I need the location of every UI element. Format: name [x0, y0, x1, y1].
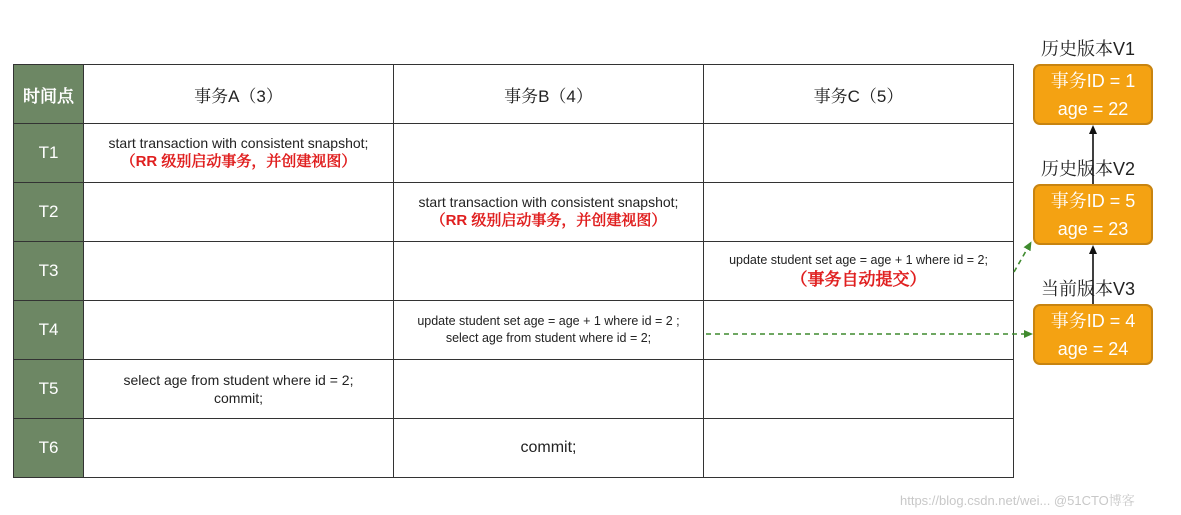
version-box-v2: [1033, 184, 1153, 245]
version-label-v3: 当前版本V3: [1041, 279, 1136, 299]
version-age: age = 23: [1057, 218, 1129, 239]
version-box-v1: [1033, 64, 1153, 125]
tx-b-header: 事务B（4）: [394, 65, 704, 124]
version-age: age = 22: [1057, 98, 1129, 119]
time-cell: T1: [14, 124, 84, 183]
sql-statement: start transaction with consistent snapshot;: [108, 135, 369, 151]
sql-statement: select age from student where id = 2;: [123, 372, 354, 388]
version-label-v2: 历史版本V2: [1041, 159, 1136, 179]
watermark: https://blog.csdn.net/wei... @51CTO博客: [900, 493, 1135, 508]
annotation-note: （RR 级别启动事务，并创建视图）: [430, 212, 667, 229]
time-cell: T2: [14, 183, 84, 242]
time-column-header: 时间点: [14, 65, 84, 124]
annotation-note: （事务自动提交）: [790, 269, 927, 289]
tx-a-header: 事务A（3）: [84, 65, 394, 124]
version-box-v3: [1033, 304, 1153, 365]
version-tx-id: 事务ID = 1: [1050, 70, 1136, 91]
sql-statement: commit;: [520, 439, 577, 456]
time-cell: T5: [14, 360, 84, 419]
version-tx-id: 事务ID = 4: [1050, 310, 1136, 331]
sql-statement: start transaction with consistent snapshot;: [418, 194, 679, 210]
sql-statement: update student set age = age + 1 where id = 2 ;: [417, 314, 680, 328]
sql-statement: commit;: [214, 390, 263, 406]
time-cell: T6: [14, 419, 84, 478]
annotation-note: （RR 级别启动事务，并创建视图）: [120, 153, 357, 170]
version-label-v1: 历史版本V1: [1041, 39, 1136, 59]
version-age: age = 24: [1057, 338, 1129, 359]
sql-statement: update student set age = age + 1 where id = 2;: [729, 252, 988, 267]
sql-statement: select age from student where id = 2;: [445, 331, 652, 345]
time-cell: T4: [14, 301, 84, 360]
dashed-arrow-t3-to-v2: [1014, 244, 1030, 272]
tx-c-header: 事务C（5）: [704, 65, 1014, 124]
time-cell: T3: [14, 242, 84, 301]
version-tx-id: 事务ID = 5: [1050, 190, 1136, 211]
